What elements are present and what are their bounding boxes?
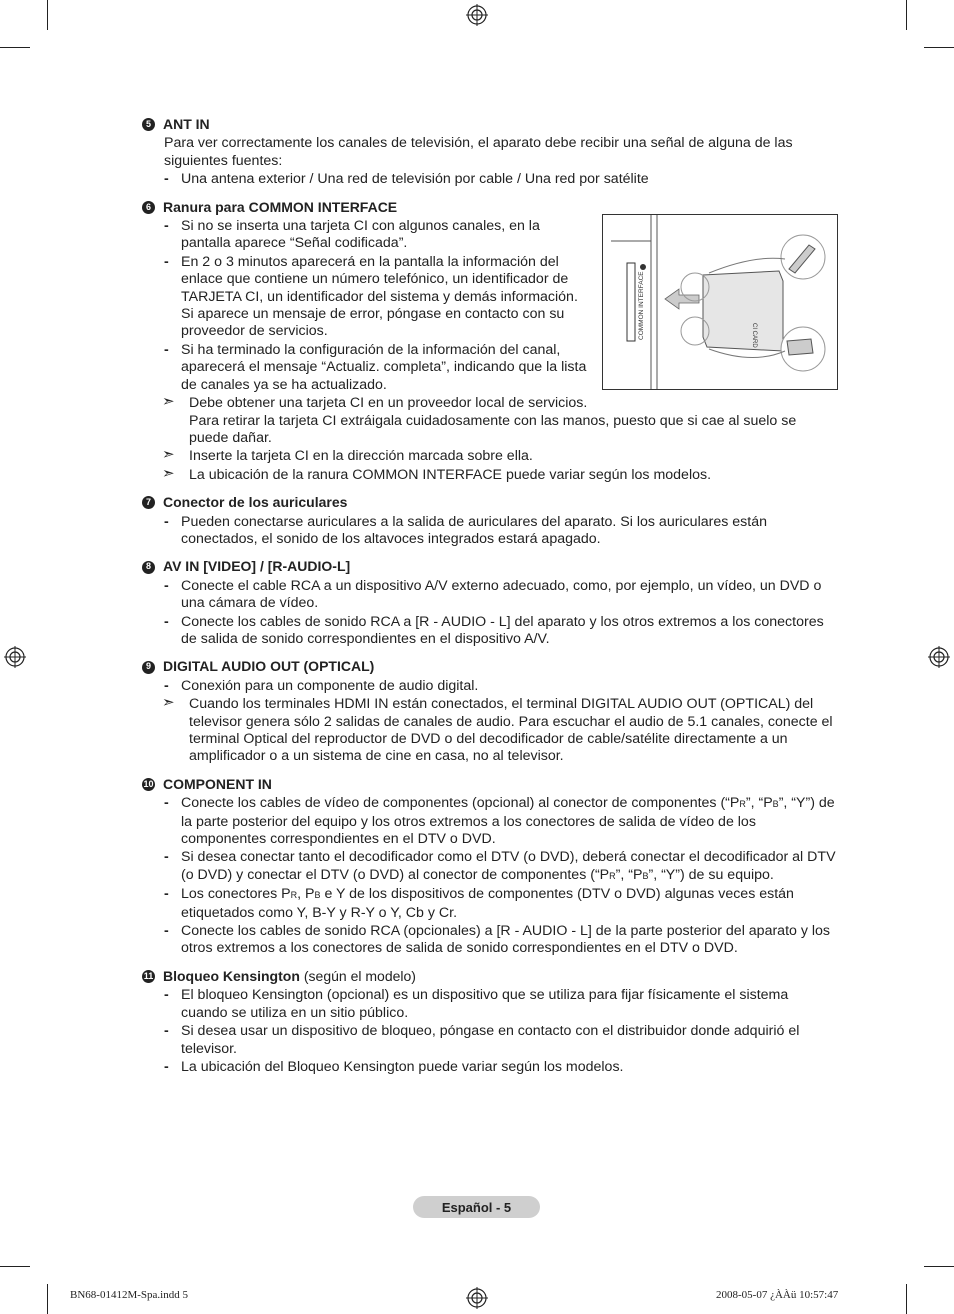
list-item [142,795,838,848]
crop-mark-tr-h [924,47,954,48]
crop-mark-tr-v [906,0,907,30]
note-arrow-icon: ➣ [162,694,175,712]
list-item [142,923,838,958]
section-number-icon: 6 [142,201,155,214]
card-label: CI CARD [751,323,757,348]
note-text: Cuando los terminales HDMI IN están conectados, el terminal DIGITAL AUDIO OUT (OPTICAL) del televisor genera sólo 2 salidas de canales de audio. Para escuchar el audio de 5.1 canales, conecte el terminal Optical del reproductor de DVD o del decodificador de cable/satélite directamente a un amplificador o a un sistema de cine en casa, no al televisor. [189,696,833,765]
subscript: R [609,870,616,881]
text-part: ”, “Y”) de su equipo. [648,866,774,883]
section-number-icon: 7 [142,496,155,509]
section-title: ANT IN [163,116,210,132]
text-part: Si desea conectar tanto el decodificador como el DTV (o DVD), deberá conectar el decodificador al DTV (o DVD) y conectar el DTV (o DVD) al conector de componentes (“P [181,849,836,883]
section-title: COMPONENT IN [163,775,272,792]
text-part: ”, “P [615,866,643,883]
section-number-icon: 10 [142,778,155,791]
crop-mark-bl-h [0,1266,30,1267]
section-number-icon: 5 [142,118,155,131]
section-heading [142,658,838,675]
section-number-icon: 11 [142,970,155,983]
registration-mark-bottom-icon [466,1287,488,1309]
section-title: AV IN [VIDEO] / [R-AUDIO-L] [163,558,351,575]
section-number-icon: 8 [142,561,155,574]
crop-mark-tl-v [47,0,48,30]
text-part: Conecte los cables de sonido RCA (opcionales) a [R - AUDIO - L] de la parte posterior del aparato y los otros extremos a los conectores de salida de sonido correspondientes en el DTV o DVD. [181,923,831,957]
slot-label: COMMON INTERFACE [638,271,645,341]
note-item [142,696,838,766]
section-heading [142,116,838,133]
section-component-in [142,776,838,958]
section-title: DIGITAL AUDIO OUT (OPTICAL) [163,658,375,675]
page-number-badge: Español - 5 [413,1196,540,1218]
section-heading [142,494,838,511]
section-ant-in [142,116,838,189]
crop-mark-br-v [906,1284,907,1314]
slug-left: BN68-01412M-Spa.indd 5 [70,1289,188,1301]
list-item: - Conecte los cables de sonido RCA a [R - AUDIO - L] del aparato y los otros extremos a los conectores de salida de sonido correspondientes en el dispositivo A/V. [142,614,838,649]
section-title: Conector de los auriculares [163,494,348,511]
note-text: La ubicación de la ranura COMMON INTERFACE puede variar según los modelos. [189,466,712,483]
subscript: R [290,890,298,901]
section-number-icon: 9 [142,661,155,674]
section-title: Bloqueo Kensington [163,967,300,984]
note-arrow-icon: ➣ [162,393,175,411]
text-part: , P [297,886,315,903]
subscript: B [772,799,779,810]
section-heading [142,968,838,985]
note-text: Debe obtener una tarjeta CI en un proveedor local de servicios. Para retirar la tarjeta CI extráigala cuidadosamente con las manos, puesto que si cae al suelo se puede dañar. [189,395,797,446]
section-heading [142,776,838,793]
section-av-in [142,558,838,648]
list-item: - Pueden conectarse auriculares a la salida de auriculares del aparato. Si los auriculares están conectados, el sonido de los altavoces integrados estará apagado. [142,514,838,549]
section-digital-audio-out [142,658,838,765]
list-item: - Si no se inserta una tarjeta CI con algunos canales, en la pantalla aparece “Señal codificada”. [142,218,838,253]
subscript: B [642,870,649,881]
note-item [142,464,838,484]
list-item [142,849,838,885]
section-title-extra: (según el modelo) [303,967,416,984]
paragraph: Para ver correctamente los canales de televisión, el aparato debe recibir una señal de alguna de las siguientes fuentes: [164,135,793,169]
section-common-interface [142,199,838,485]
note-text: Inserte la tarjeta CI en la dirección marcada sobre ella. [189,448,533,465]
page-content [142,116,838,1086]
text-part: ”, “Y”) de la parte posterior del equipo y los otros extremos a los conectores de salida de vídeo de los componentes correspondientes en el DTV o DVD. [181,795,835,848]
list-item: - Conecte el cable RCA a un dispositivo A/V externo adecuado, como, por ejemplo, un vídeo, un DVD o una cámara de vídeo. [142,578,838,613]
note-item [142,448,838,465]
text-part: Los conectores P [181,886,291,903]
list-item: - La ubicación del Bloqueo Kensington puede variar según los modelos. [142,1059,838,1076]
list-item: - Si desea usar un dispositivo de bloqueo, póngase en contacto con el distribuidor donde adquirió el televisor. [142,1023,838,1058]
subscript: B [314,890,321,901]
section-title: Ranura para COMMON INTERFACE [163,198,398,215]
slug-right: 2008-05-07 ¿ÀÀü 10:57:47 [716,1289,839,1301]
note-arrow-icon: ➣ [162,464,175,482]
list-item: - Una antena exterior / Una red de televisión por cable / Una red por satélite [142,171,838,188]
registration-mark-top-icon [466,4,488,26]
registration-mark-right-icon [928,646,950,668]
section-headphones [142,494,838,548]
list-item: - En 2 o 3 minutos aparecerá en la pantalla la información del enlace que contiene un número telefónico, un identificador de TARJETA CI, un identificador del sistema y demás información. Si aparece un mensaje de error, póngase en contacto con su proveedor de servicios. [142,254,838,341]
crop-mark-br-h [924,1266,954,1267]
crop-mark-tl-h [0,47,30,48]
subscript: R [739,799,746,810]
note-arrow-icon: ➣ [162,446,175,464]
text-part: ”, “P [745,795,773,812]
note-item [142,395,838,447]
text-part: e Y de los dispositivos de componentes (DTV o DVD) algunas veces están etiquetados como Y, B-Y y R-Y o Y, Cb y Cr. [181,886,794,921]
text-part: Conecte los cables de vídeo de componentes (opcional) al conector de componentes (“P [181,795,740,812]
section-heading [142,558,838,575]
list-item: - El bloqueo Kensington (opcional) es un dispositivo que se utiliza para fijar físicamente el sistema cuando se utiliza en un sitio público. [142,987,838,1022]
registration-mark-left-icon [4,646,26,668]
list-item [142,886,838,922]
list-item: - Si ha terminado la configuración de la información del canal, aparecerá el mensaje “Actualiz. completa”, indicando que la lista de canales ya se ha actualizado. [142,342,838,394]
list-item: - Conexión para un componente de audio digital. [142,678,838,695]
crop-mark-bl-v [47,1284,48,1314]
section-kensington-lock [142,968,838,1076]
